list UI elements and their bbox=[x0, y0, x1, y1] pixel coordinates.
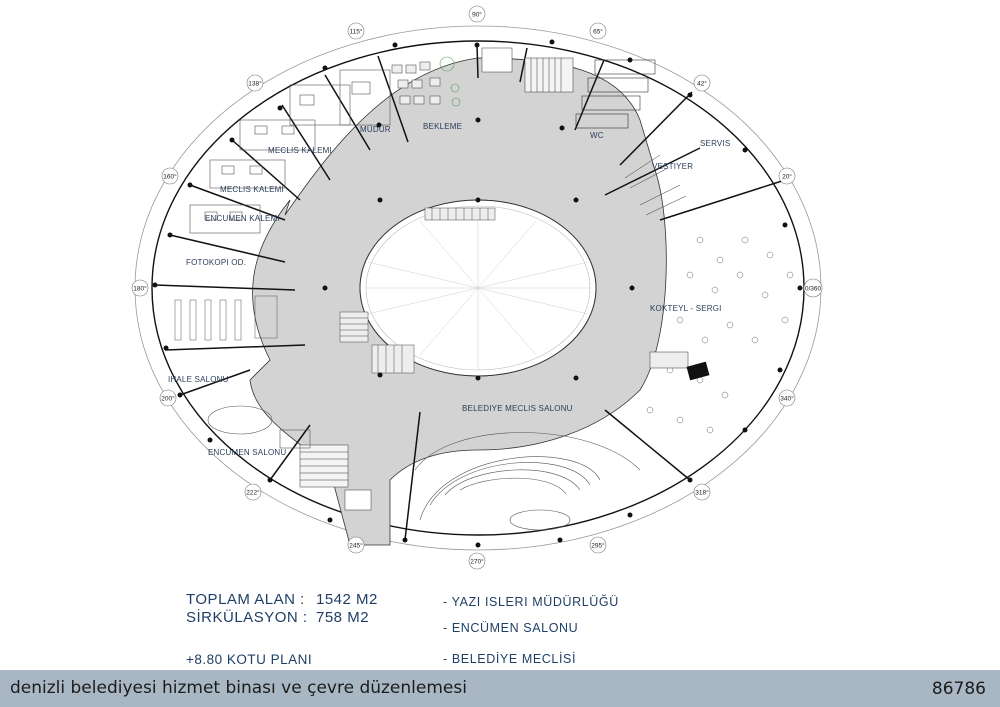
svg-text:295°: 295° bbox=[591, 542, 605, 550]
cocktail-tables bbox=[647, 237, 793, 433]
room-label-vestiyer: VESTIYER bbox=[652, 162, 694, 171]
room-label-encumen-kalemi: ENCUMEN KALEMI bbox=[205, 214, 280, 223]
kokteyl-block bbox=[687, 362, 710, 381]
svg-text:115°: 115° bbox=[349, 28, 363, 36]
svg-text:138°: 138° bbox=[248, 80, 262, 88]
project-code: 86786 bbox=[931, 679, 986, 699]
room-label-mudur: MÜDÜR bbox=[360, 125, 391, 134]
room-label-bekleme: BEKLEME bbox=[423, 122, 463, 131]
svg-text:245°: 245° bbox=[349, 542, 363, 550]
level-label: +8.80 KOTU PLANI bbox=[186, 652, 313, 667]
circulation-label: SİRKÜLASYON : bbox=[186, 609, 308, 626]
svg-text:0/360: 0/360 bbox=[804, 285, 822, 293]
svg-text:160°: 160° bbox=[163, 173, 177, 181]
room-label-wc: WC bbox=[590, 131, 604, 140]
room-label-encumen-salonu: ENCUMEN SALONU bbox=[208, 448, 287, 457]
room-label-meclis-kalemi-2: MECLIS KALEMI bbox=[220, 185, 284, 194]
svg-text:180°: 180° bbox=[133, 285, 147, 293]
svg-text:42°: 42° bbox=[697, 80, 707, 88]
room-label-kokteyl: KOKTEYL - SERGI bbox=[650, 304, 722, 313]
function-item: - YAZI ISLERI MÜDÜRLÜĞÜ bbox=[443, 595, 619, 609]
room-label-belediye-meclis: BELEDIYE MECLIS SALONU bbox=[462, 404, 573, 413]
room-label-servis: SERVIS bbox=[700, 139, 731, 148]
svg-text:20°: 20° bbox=[782, 173, 792, 181]
function-item: - ENCÜMEN SALONU bbox=[443, 621, 579, 635]
svg-text:318°: 318° bbox=[695, 489, 709, 497]
function-item: - BELEDİYE MECLİSİ bbox=[443, 652, 577, 666]
total-area-value: 1542 M2 bbox=[316, 591, 378, 608]
svg-text:270°: 270° bbox=[470, 558, 484, 566]
room-label-ihale: IHALE SALONU bbox=[168, 375, 229, 384]
svg-text:340°: 340° bbox=[780, 395, 794, 403]
room-label-fotokopi: FOTOKOPI OD. bbox=[186, 258, 247, 267]
svg-text:200°: 200° bbox=[161, 395, 175, 403]
room-label-meclis-kalemi-1: MECLIS KALEMI bbox=[268, 146, 332, 155]
svg-text:222°: 222° bbox=[246, 489, 260, 497]
kokteyl-stair bbox=[650, 352, 688, 368]
svg-text:90°: 90° bbox=[472, 11, 482, 19]
project-title: denizli belediyesi hizmet binası ve çevre düzenlemesi bbox=[10, 678, 467, 698]
footer-bar bbox=[0, 670, 1000, 707]
svg-text:65°: 65° bbox=[593, 28, 603, 36]
circulation-value: 758 M2 bbox=[316, 609, 370, 626]
total-area-label: TOPLAM ALAN : bbox=[186, 591, 305, 608]
